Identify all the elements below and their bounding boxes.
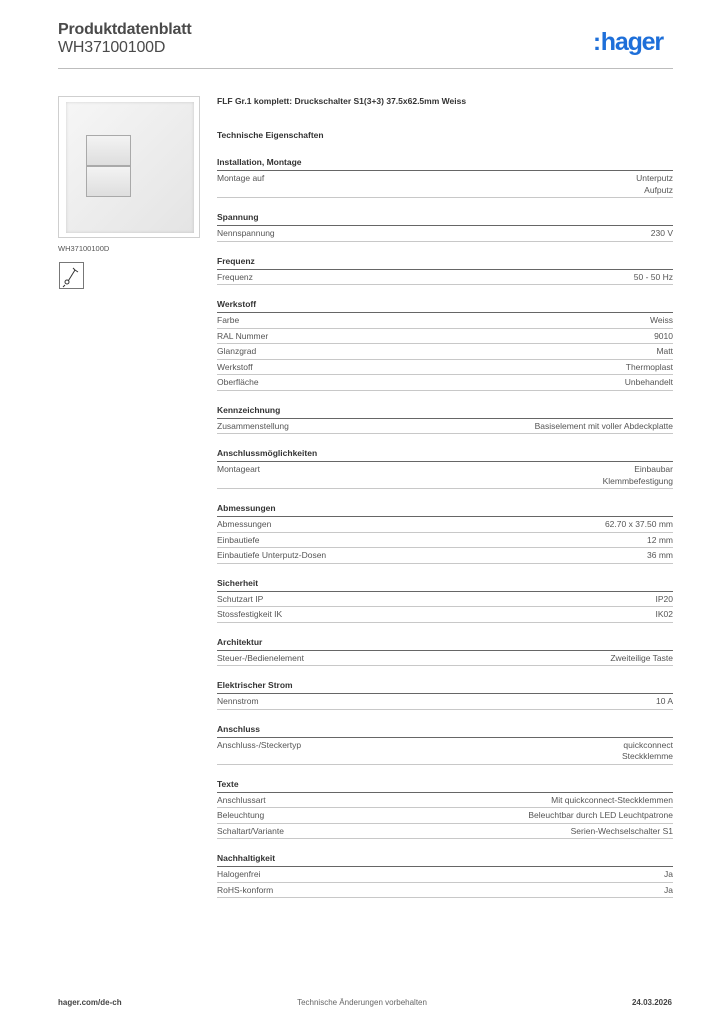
spec-value	[634, 272, 673, 284]
spec-row	[217, 329, 673, 345]
spec-value	[605, 519, 673, 531]
spec-label: Nennstrom	[217, 696, 259, 706]
section-heading: Technische Eigenschaften	[217, 130, 324, 140]
spec-row	[217, 808, 673, 824]
spec-label: Steuer-/Bedienelement	[217, 652, 304, 663]
product-image	[58, 96, 200, 238]
spec-group	[217, 212, 673, 242]
spec-group-title: Installation, Montage	[217, 157, 673, 171]
spec-value	[551, 795, 673, 807]
spec-value	[656, 609, 674, 621]
spec-row	[217, 419, 673, 435]
spec-group-title: Werkstoff	[217, 299, 673, 313]
spec-row	[217, 270, 673, 286]
spec-group	[217, 448, 673, 489]
spec-value	[647, 550, 673, 562]
spec-label: Glanzgrad	[217, 346, 257, 356]
spec-label: Nennspannung	[217, 228, 275, 238]
spec-row	[217, 607, 673, 623]
spec-value	[650, 315, 673, 327]
spec-value-line: Matt	[656, 346, 673, 356]
rocker-bottom	[86, 166, 131, 197]
spec-row	[217, 548, 673, 564]
spec-label: Halogenfrei	[217, 869, 261, 879]
spec-value-line: 36 mm	[647, 550, 673, 560]
switch-symbol-icon	[59, 262, 84, 289]
logo-colon-icon: :	[593, 29, 600, 56]
spec-row	[217, 313, 673, 329]
spec-row	[217, 793, 673, 809]
spec-row	[217, 738, 673, 765]
spec-label: Anschlussart	[217, 794, 266, 805]
spec-value-line: Thermoplast	[625, 361, 673, 372]
spec-row	[217, 867, 673, 883]
spec-value	[535, 421, 673, 433]
spec-value	[610, 653, 673, 665]
spec-label: Beleuchtung	[217, 810, 265, 820]
spec-value-line: Beleuchtbar durch LED Leuchtpatrone	[528, 810, 673, 820]
spec-value	[651, 228, 673, 240]
spec-row	[217, 883, 673, 899]
spec-group	[217, 157, 673, 198]
article-number: WH37100100D	[58, 39, 166, 56]
spec-value-line: quickconnect	[623, 739, 673, 750]
spec-group	[217, 680, 673, 710]
spec-row	[217, 344, 673, 360]
spec-row	[217, 360, 673, 376]
footer-disclaimer: Technische Änderungen vorbehalten	[297, 998, 427, 1007]
spec-group	[217, 637, 673, 667]
spec-group	[217, 724, 673, 765]
spec-group-title: Abmessungen	[217, 503, 673, 517]
spec-group-title: Elektrischer Strom	[217, 680, 673, 694]
spec-value-line: 230 V	[650, 228, 673, 238]
spec-label: Montageart	[217, 464, 260, 474]
spec-row	[217, 694, 673, 710]
spec-value-line: IP20	[655, 593, 673, 604]
spec-label: Stossfestigkeit IK	[217, 609, 283, 619]
switch-plate	[66, 102, 194, 233]
spec-group	[217, 299, 673, 391]
product-description: FLF Gr.1 komplett: Druckschalter S1(3+3) 37.5x62.5mm Weiss	[217, 96, 467, 106]
spec-value-line: Unbehandelt	[624, 377, 673, 387]
spec-group-title: Architektur	[217, 637, 673, 651]
spec-value	[656, 346, 673, 358]
spec-value	[647, 535, 673, 547]
spec-row	[217, 375, 673, 391]
spec-row	[217, 462, 673, 489]
spec-value	[625, 377, 673, 389]
spec-value	[664, 885, 673, 897]
spec-label: Abmessungen	[217, 519, 272, 529]
hager-logo	[593, 28, 663, 57]
spec-group	[217, 405, 673, 435]
spec-label: Frequenz	[217, 271, 253, 282]
spec-value	[654, 331, 673, 343]
spec-group-title: Nachhaltigkeit	[217, 853, 673, 867]
spec-label: Werkstoff	[217, 361, 253, 372]
spec-value-line: Mit quickconnect-Steckklemmen	[551, 794, 673, 805]
spec-label: Farbe	[217, 315, 240, 325]
spec-value	[636, 173, 673, 196]
spec-value-line: 50 - 50 Hz	[633, 271, 673, 282]
spec-group-title: Frequenz	[217, 256, 673, 270]
spec-value	[656, 696, 673, 708]
spec-value	[622, 740, 673, 763]
spec-group-title: Sicherheit	[217, 578, 673, 592]
spec-label: Einbautiefe Unterputz-Dosen	[217, 550, 327, 560]
spec-value	[626, 362, 673, 374]
rocker-top	[86, 135, 131, 166]
spec-row	[217, 824, 673, 840]
spec-value-line: Klemmbefestigung	[602, 475, 673, 486]
spec-label: Zusammenstellung	[217, 420, 289, 431]
spec-value	[603, 464, 673, 487]
spec-value-line: Ja	[664, 869, 673, 879]
spec-row	[217, 171, 673, 198]
spec-value-line: IK02	[655, 609, 673, 619]
spec-value-line: Einbaubar	[634, 464, 673, 474]
spec-label: Schaltart/Variante	[217, 825, 284, 836]
spec-label: Anschluss-/Steckertyp	[217, 739, 302, 750]
spec-group	[217, 578, 673, 623]
header-divider	[58, 68, 673, 69]
spec-group-title: Kennzeichnung	[217, 405, 673, 419]
spec-row	[217, 592, 673, 608]
spec-row	[217, 651, 673, 667]
spec-group	[217, 853, 673, 898]
spec-group	[217, 503, 673, 564]
image-caption: WH37100100D	[58, 244, 110, 253]
spec-label: RAL Nummer	[217, 330, 269, 341]
spec-group-title: Anschluss	[217, 724, 673, 738]
spec-value	[664, 869, 673, 881]
spec-value-line: Unterputz	[636, 173, 673, 183]
spec-value-line: 12 mm	[647, 534, 673, 545]
spec-groups	[217, 157, 673, 898]
spec-value	[528, 810, 673, 822]
spec-group	[217, 779, 673, 840]
spec-label: Montage auf	[217, 173, 265, 183]
spec-label: RoHS-konform	[217, 884, 274, 895]
footer-date: 24.03.2026	[631, 998, 672, 1007]
spec-row	[217, 533, 673, 549]
specs-content	[217, 96, 673, 898]
spec-label: Schutzart IP	[217, 593, 264, 604]
spec-group-title: Anschlussmöglichkeiten	[217, 448, 673, 462]
spec-row	[217, 517, 673, 533]
spec-value-line: Ja	[664, 884, 673, 895]
spec-value-line: Basiselement mit voller Abdeckplatte	[534, 420, 673, 431]
spec-value-line: 9010	[654, 330, 673, 341]
spec-value	[571, 826, 673, 838]
spec-value-line: Serien-Wechselschalter S1	[570, 825, 673, 836]
spec-value-line: 10 A	[655, 696, 673, 706]
spec-label: Oberfläche	[217, 377, 259, 387]
logo-text: hager	[600, 28, 663, 56]
spec-group-title: Spannung	[217, 212, 673, 226]
spec-value-line: Aufputz	[644, 184, 673, 195]
spec-value-line: Steckklemme	[621, 751, 673, 761]
spec-value-line: Weiss	[650, 315, 673, 325]
spec-group-title: Texte	[217, 779, 673, 793]
spec-value-line: 62.70 x 37.50 mm	[604, 519, 673, 529]
footer-website: hager.com/de-ch	[58, 998, 122, 1007]
spec-label: Einbautiefe	[217, 534, 260, 545]
page-title: Produktdatenblatt	[58, 21, 192, 38]
spec-group	[217, 256, 673, 286]
spec-row	[217, 226, 673, 242]
spec-value-line: Zweiteilige Taste	[610, 652, 673, 663]
spec-value	[656, 594, 674, 606]
